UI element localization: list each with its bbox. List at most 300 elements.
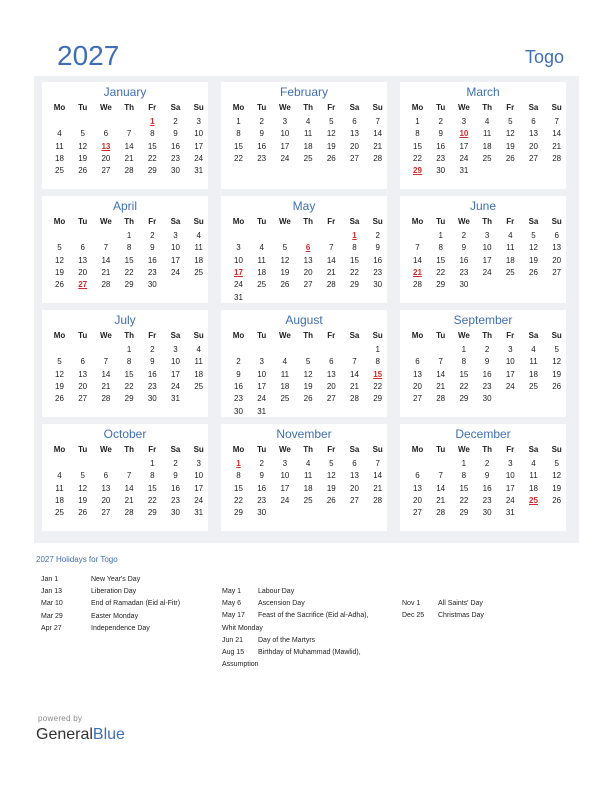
day-cell: 17 bbox=[280, 483, 290, 493]
day-cell: 8 bbox=[236, 471, 241, 481]
holiday-name-continued: Whit Monday bbox=[222, 624, 263, 632]
day-cell: 9 bbox=[484, 357, 490, 367]
day-cell: 18 bbox=[257, 267, 267, 277]
day-cell: 17 bbox=[482, 255, 492, 265]
holiday-name: Independence Day bbox=[91, 624, 150, 632]
weekday-header: Tu bbox=[436, 331, 446, 340]
day-cell: 14 bbox=[101, 369, 111, 379]
weekday-header: Mo bbox=[53, 217, 66, 226]
day-cell: 9 bbox=[173, 129, 178, 139]
weekday-header: Sa bbox=[528, 217, 539, 226]
day-cell: 29 bbox=[436, 280, 446, 290]
weekday-header: Mo bbox=[411, 103, 424, 112]
holiday-entry bbox=[41, 598, 180, 610]
day-cell: 22 bbox=[124, 381, 134, 391]
day-cell: 26 bbox=[303, 394, 313, 404]
weekday-header: Th bbox=[482, 103, 492, 112]
day-cell: 5 bbox=[531, 231, 536, 240]
day-cell: 20 bbox=[101, 153, 111, 163]
day-cell: 14 bbox=[124, 483, 134, 493]
weekday-header: Th bbox=[303, 103, 313, 112]
day-cell: 1 bbox=[236, 117, 241, 126]
holiday-day: 25 bbox=[529, 495, 538, 505]
day-cell: 8 bbox=[461, 471, 467, 481]
day-cell: 20 bbox=[529, 141, 538, 151]
day-cell: 27 bbox=[413, 508, 422, 518]
day-cell: 22 bbox=[234, 495, 243, 505]
day-cell: 18 bbox=[55, 495, 64, 505]
day-cell: 6 bbox=[415, 357, 420, 367]
calendar-grid bbox=[34, 76, 579, 543]
month-february bbox=[221, 82, 387, 189]
day-cell: 14 bbox=[552, 129, 562, 139]
weekday-header: Tu bbox=[257, 331, 267, 340]
holiday-entry bbox=[41, 574, 140, 586]
day-cell: 16 bbox=[171, 141, 180, 151]
holiday-entry bbox=[41, 611, 138, 623]
day-cell: 11 bbox=[194, 243, 203, 253]
weekday-header: Su bbox=[193, 445, 204, 454]
day-cell: 20 bbox=[552, 255, 562, 265]
day-cell: 12 bbox=[78, 141, 88, 151]
month-march bbox=[400, 82, 566, 189]
day-cell: 7 bbox=[103, 357, 109, 367]
day-cell: 19 bbox=[552, 483, 562, 493]
day-cell: 21 bbox=[101, 381, 111, 391]
day-cell: 20 bbox=[101, 495, 111, 505]
day-cell: 10 bbox=[171, 243, 180, 253]
day-cell: 20 bbox=[78, 381, 88, 391]
day-cell: 14 bbox=[436, 369, 446, 379]
day-cell: 10 bbox=[194, 471, 204, 481]
day-cell: 2 bbox=[484, 345, 490, 354]
holiday-name: All Saints' Day bbox=[438, 600, 483, 607]
day-cell: 7 bbox=[126, 129, 132, 139]
day-cell: 22 bbox=[413, 153, 422, 163]
day-cell: 6 bbox=[531, 117, 536, 126]
day-cell: 2 bbox=[173, 117, 178, 126]
day-cell: 28 bbox=[373, 153, 383, 163]
day-cell: 8 bbox=[150, 129, 155, 139]
day-cell: 12 bbox=[326, 129, 336, 139]
day-cell: 31 bbox=[194, 166, 204, 176]
day-cell: 27 bbox=[78, 394, 88, 404]
day-cell: 2 bbox=[173, 459, 178, 468]
day-cell: 1 bbox=[461, 459, 467, 468]
day-cell: 18 bbox=[482, 141, 492, 151]
day-cell: 11 bbox=[55, 141, 64, 151]
day-cell: 13 bbox=[529, 129, 538, 139]
holiday-day: 1 bbox=[236, 459, 241, 468]
day-cell: 30 bbox=[147, 280, 157, 290]
holiday-entry bbox=[402, 598, 483, 610]
weekday-header: Mo bbox=[232, 445, 245, 454]
holiday-entry bbox=[222, 635, 315, 647]
weekday-header: We bbox=[457, 331, 470, 340]
day-cell: 16 bbox=[482, 369, 492, 379]
day-cell: 12 bbox=[78, 483, 88, 493]
holiday-date: May 6 bbox=[222, 600, 242, 608]
holiday-date: Jan 13 bbox=[41, 588, 63, 596]
day-cell: 25 bbox=[303, 153, 313, 163]
day-cell: 24 bbox=[194, 495, 204, 505]
month-december bbox=[400, 424, 566, 531]
day-cell: 26 bbox=[505, 153, 515, 163]
holiday-name: Easter Monday bbox=[91, 612, 139, 620]
weekday-header: Th bbox=[482, 331, 492, 340]
weekday-header: Sa bbox=[528, 103, 539, 112]
weekday-header: Su bbox=[372, 331, 383, 340]
day-cell: 10 bbox=[505, 471, 515, 481]
holiday-entry bbox=[222, 610, 369, 622]
day-cell: 3 bbox=[196, 459, 201, 468]
weekday-header: Th bbox=[124, 217, 134, 226]
day-cell: 9 bbox=[438, 129, 443, 139]
day-cell: 25 bbox=[529, 381, 538, 391]
day-cell: 9 bbox=[173, 471, 178, 481]
day-cell: 28 bbox=[101, 394, 111, 404]
day-cell: 15 bbox=[124, 369, 134, 379]
day-cell: 27 bbox=[303, 280, 313, 290]
weekday-header: Tu bbox=[257, 445, 267, 454]
day-cell: 18 bbox=[303, 141, 313, 151]
day-cell: 6 bbox=[80, 243, 85, 253]
day-cell: 1 bbox=[126, 231, 132, 240]
weekday-header: Th bbox=[303, 445, 313, 454]
day-cell: 4 bbox=[196, 231, 201, 240]
day-cell: 26 bbox=[55, 280, 64, 290]
day-cell: 11 bbox=[303, 129, 313, 139]
day-cell: 2 bbox=[461, 231, 467, 240]
day-cell: 28 bbox=[436, 394, 446, 404]
day-cell: 24 bbox=[505, 495, 515, 505]
day-cell: 6 bbox=[352, 117, 357, 126]
day-cell: 20 bbox=[413, 381, 422, 391]
weekday-header: Fr bbox=[327, 331, 336, 340]
day-cell: 28 bbox=[326, 280, 336, 290]
day-cell: 4 bbox=[57, 471, 62, 481]
day-cell: 29 bbox=[147, 166, 157, 176]
holiday-date: Mar 29 bbox=[41, 612, 63, 620]
day-cell: 3 bbox=[508, 459, 513, 468]
day-cell: 9 bbox=[259, 129, 264, 139]
day-cell: 30 bbox=[171, 166, 180, 176]
day-cell: 7 bbox=[375, 459, 380, 468]
day-cell: 15 bbox=[350, 255, 359, 265]
holiday-date: Nov 1 bbox=[402, 600, 421, 607]
holiday-name: Feast of the Sacrifice (Eid al-Adha), bbox=[258, 612, 369, 620]
day-cell: 24 bbox=[194, 153, 204, 163]
day-cell: 23 bbox=[436, 153, 446, 163]
day-cell: 13 bbox=[350, 471, 359, 481]
generalblue-logo[interactable] bbox=[36, 726, 125, 744]
day-cell: 17 bbox=[280, 141, 290, 151]
weekday-header: Tu bbox=[78, 103, 88, 112]
day-cell: 3 bbox=[196, 117, 201, 126]
weekday-header: Fr bbox=[506, 217, 515, 226]
day-cell: 2 bbox=[375, 231, 380, 240]
weekday-header: Sa bbox=[170, 445, 181, 454]
day-cell: 19 bbox=[280, 267, 290, 277]
weekday-header: Th bbox=[124, 331, 134, 340]
day-cell: 17 bbox=[459, 141, 469, 151]
powered-by-text: powered by bbox=[38, 714, 83, 723]
holiday-day: 6 bbox=[305, 243, 311, 253]
weekday-header: Su bbox=[372, 217, 383, 226]
day-cell: 24 bbox=[505, 381, 515, 391]
day-cell: 3 bbox=[282, 459, 288, 468]
day-cell: 30 bbox=[257, 508, 267, 518]
day-cell: 6 bbox=[103, 129, 109, 139]
weekday-header: Su bbox=[193, 103, 204, 112]
day-cell: 21 bbox=[326, 267, 336, 277]
day-cell: 13 bbox=[78, 369, 88, 379]
day-cell: 5 bbox=[305, 357, 311, 367]
day-cell: 3 bbox=[461, 117, 467, 126]
day-cell: 3 bbox=[236, 243, 241, 253]
day-cell: 19 bbox=[326, 483, 336, 493]
day-cell: 31 bbox=[171, 394, 180, 404]
day-cell: 3 bbox=[282, 117, 288, 126]
day-cell: 14 bbox=[413, 255, 422, 265]
day-cell: 19 bbox=[529, 255, 538, 265]
day-cell: 9 bbox=[375, 243, 380, 253]
day-cell: 25 bbox=[55, 508, 64, 518]
month-name: January bbox=[103, 85, 147, 99]
day-cell: 8 bbox=[126, 243, 132, 253]
weekday-header: Sa bbox=[349, 103, 360, 112]
day-cell: 11 bbox=[482, 129, 492, 139]
weekday-header: Mo bbox=[53, 331, 66, 340]
day-cell: 11 bbox=[303, 471, 313, 481]
month-name: May bbox=[292, 199, 316, 213]
weekday-header: Sa bbox=[349, 445, 360, 454]
day-cell: 6 bbox=[554, 231, 559, 240]
day-cell: 17 bbox=[194, 483, 204, 493]
day-cell: 24 bbox=[459, 153, 469, 163]
day-cell: 8 bbox=[352, 243, 357, 253]
day-cell: 5 bbox=[329, 117, 334, 126]
day-cell: 1 bbox=[461, 345, 467, 354]
day-cell: 16 bbox=[436, 141, 446, 151]
day-cell: 9 bbox=[461, 243, 467, 253]
day-cell: 23 bbox=[459, 267, 469, 277]
day-cell: 29 bbox=[234, 508, 243, 518]
day-cell: 3 bbox=[173, 345, 178, 354]
weekday-header: Su bbox=[551, 217, 562, 226]
weekday-header: We bbox=[99, 445, 112, 454]
weekday-header: Sa bbox=[528, 331, 539, 340]
day-cell: 25 bbox=[280, 394, 290, 404]
day-cell: 23 bbox=[373, 267, 383, 277]
holiday-entry bbox=[402, 610, 484, 622]
day-cell: 9 bbox=[150, 357, 155, 367]
day-cell: 12 bbox=[505, 129, 515, 139]
day-cell: 12 bbox=[552, 471, 562, 481]
weekday-header: Su bbox=[372, 445, 383, 454]
day-cell: 13 bbox=[326, 369, 336, 379]
day-cell: 23 bbox=[171, 153, 180, 163]
day-cell: 2 bbox=[150, 231, 155, 240]
day-cell: 18 bbox=[55, 153, 64, 163]
day-cell: 3 bbox=[484, 231, 490, 240]
day-cell: 30 bbox=[436, 166, 446, 176]
day-cell: 4 bbox=[305, 459, 311, 468]
day-cell: 12 bbox=[552, 357, 562, 367]
day-cell: 20 bbox=[350, 483, 359, 493]
day-cell: 8 bbox=[150, 471, 155, 481]
holiday-name: Labour Day bbox=[258, 588, 295, 595]
day-cell: 3 bbox=[259, 357, 264, 367]
holiday-entry bbox=[222, 598, 305, 610]
day-cell: 20 bbox=[413, 495, 422, 505]
month-october bbox=[42, 424, 208, 531]
holiday-entry bbox=[41, 623, 150, 635]
weekday-header: Fr bbox=[506, 445, 515, 454]
holiday-day: 1 bbox=[150, 117, 155, 126]
weekday-header: Th bbox=[482, 217, 492, 226]
day-cell: 27 bbox=[350, 495, 359, 505]
day-cell: 21 bbox=[101, 267, 111, 277]
day-cell: 28 bbox=[350, 394, 359, 404]
day-cell: 9 bbox=[259, 471, 264, 481]
day-cell: 21 bbox=[373, 141, 383, 151]
day-cell: 5 bbox=[80, 471, 85, 481]
day-cell: 22 bbox=[147, 495, 157, 505]
weekday-header: Sa bbox=[170, 331, 181, 340]
day-cell: 22 bbox=[436, 267, 446, 277]
holiday-day: 21 bbox=[413, 267, 422, 277]
day-cell: 22 bbox=[234, 153, 243, 163]
day-cell: 10 bbox=[171, 357, 180, 367]
day-cell: 13 bbox=[78, 255, 88, 265]
day-cell: 10 bbox=[482, 243, 492, 253]
holiday-date: May 1 bbox=[222, 588, 242, 595]
day-cell: 31 bbox=[459, 166, 469, 176]
day-cell: 16 bbox=[171, 483, 180, 493]
day-cell: 12 bbox=[280, 255, 290, 265]
day-cell: 5 bbox=[554, 459, 559, 468]
day-cell: 12 bbox=[529, 243, 538, 253]
day-cell: 15 bbox=[413, 141, 422, 151]
day-cell: 22 bbox=[373, 381, 383, 391]
day-cell: 22 bbox=[124, 267, 134, 277]
day-cell: 30 bbox=[459, 280, 469, 290]
weekday-header: Mo bbox=[411, 217, 424, 226]
day-cell: 11 bbox=[257, 255, 266, 265]
holiday-name: Christmas Day bbox=[438, 612, 484, 620]
day-cell: 27 bbox=[529, 153, 538, 163]
day-cell: 10 bbox=[280, 471, 290, 481]
day-cell: 2 bbox=[259, 459, 264, 468]
day-cell: 19 bbox=[303, 381, 313, 391]
day-cell: 24 bbox=[280, 495, 290, 505]
day-cell: 26 bbox=[78, 166, 88, 176]
weekday-header: Fr bbox=[506, 103, 515, 112]
day-cell: 28 bbox=[552, 153, 562, 163]
day-cell: 20 bbox=[78, 267, 88, 277]
year-title: 2027 bbox=[57, 40, 120, 71]
day-cell: 13 bbox=[413, 369, 422, 379]
day-cell: 24 bbox=[257, 394, 267, 404]
weekday-header: Th bbox=[124, 103, 134, 112]
month-may bbox=[221, 196, 387, 303]
weekday-header: We bbox=[457, 103, 470, 112]
day-cell: 21 bbox=[350, 381, 359, 391]
day-cell: 13 bbox=[303, 255, 313, 265]
day-cell: 26 bbox=[55, 394, 64, 404]
weekday-header: Th bbox=[303, 217, 313, 226]
weekday-header: Tu bbox=[436, 445, 446, 454]
day-cell: 16 bbox=[459, 255, 469, 265]
day-cell: 10 bbox=[194, 129, 204, 139]
day-cell: 8 bbox=[438, 243, 443, 253]
weekday-header: Tu bbox=[78, 445, 88, 454]
day-cell: 24 bbox=[171, 267, 180, 277]
day-cell: 23 bbox=[257, 495, 267, 505]
day-cell: 28 bbox=[124, 508, 134, 518]
day-cell: 10 bbox=[505, 357, 515, 367]
day-cell: 12 bbox=[326, 471, 336, 481]
weekday-header: Fr bbox=[148, 217, 157, 226]
month-june bbox=[400, 196, 566, 303]
weekday-header: Fr bbox=[148, 331, 157, 340]
holiday-date: Jan 1 bbox=[41, 576, 59, 583]
holidays-title: 2027 Holidays for Togo bbox=[36, 555, 118, 564]
weekday-header: Mo bbox=[232, 217, 245, 226]
holiday-name: Birthday of Muhammad (Mawlid), bbox=[258, 649, 361, 656]
day-cell: 23 bbox=[234, 394, 243, 404]
month-name: December bbox=[455, 427, 511, 441]
day-cell: 21 bbox=[373, 483, 383, 493]
day-cell: 2 bbox=[236, 357, 241, 367]
day-cell: 19 bbox=[78, 495, 88, 505]
day-cell: 8 bbox=[415, 129, 420, 139]
day-cell: 29 bbox=[459, 394, 469, 404]
month-name: August bbox=[285, 313, 323, 327]
day-cell: 21 bbox=[436, 495, 446, 505]
month-january bbox=[42, 82, 208, 189]
day-cell: 16 bbox=[147, 369, 157, 379]
day-cell: 18 bbox=[505, 255, 515, 265]
day-cell: 24 bbox=[234, 280, 243, 290]
day-cell: 26 bbox=[78, 508, 88, 518]
day-cell: 10 bbox=[257, 369, 267, 379]
holiday-day: 29 bbox=[413, 166, 422, 176]
weekday-header: We bbox=[457, 445, 470, 454]
day-cell: 23 bbox=[482, 495, 492, 505]
day-cell: 19 bbox=[505, 141, 515, 151]
day-cell: 25 bbox=[482, 153, 492, 163]
month-name: February bbox=[279, 85, 329, 99]
day-cell: 9 bbox=[150, 243, 155, 253]
day-cell: 30 bbox=[482, 394, 492, 404]
day-cell: 1 bbox=[438, 231, 443, 240]
month-september bbox=[400, 310, 566, 417]
month-name: July bbox=[114, 313, 136, 327]
weekday-header: Sa bbox=[349, 331, 360, 340]
day-cell: 21 bbox=[436, 381, 446, 391]
day-cell: 30 bbox=[482, 508, 492, 518]
weekday-header: Fr bbox=[148, 445, 157, 454]
day-cell: 6 bbox=[103, 471, 109, 481]
day-cell: 7 bbox=[126, 471, 132, 481]
day-cell: 8 bbox=[461, 357, 467, 367]
day-cell: 25 bbox=[55, 166, 64, 176]
day-cell: 21 bbox=[124, 153, 134, 163]
month-july bbox=[42, 310, 208, 417]
day-cell: 25 bbox=[505, 267, 515, 277]
